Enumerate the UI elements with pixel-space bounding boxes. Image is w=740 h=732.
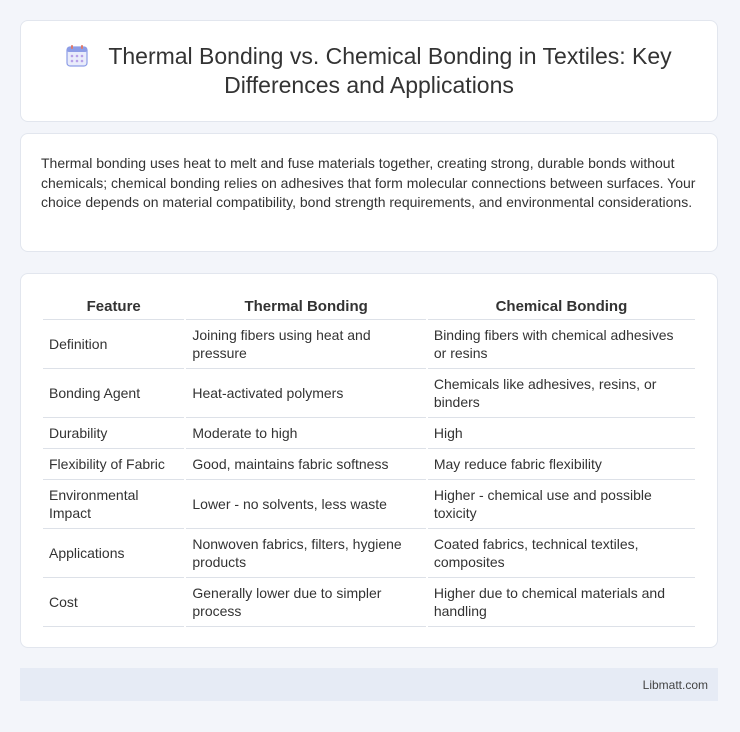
row-feature: Flexibility of Fabric (43, 449, 184, 480)
comparison-table-card (20, 273, 718, 648)
footer (20, 668, 718, 701)
header-thermal: Thermal Bonding (186, 294, 425, 320)
footer-brand[interactable]: Libmatt.com (642, 677, 708, 692)
table-row (43, 578, 695, 627)
table-row (43, 320, 695, 369)
row-thermal: Heat-activated polymers (186, 369, 425, 418)
table-row (43, 480, 695, 529)
table-row (43, 418, 695, 449)
header-chemical: Chemical Bonding (428, 294, 695, 320)
row-feature: Bonding Agent (43, 369, 184, 418)
row-thermal: Nonwoven fabrics, filters, hygiene products (186, 529, 425, 578)
summary-card (20, 133, 718, 252)
page-title-wrap (51, 42, 687, 100)
page-title: Thermal Bonding vs. Chemical Bonding in Textiles: Key Differences and Applications (108, 43, 672, 98)
row-feature: Applications (43, 529, 184, 578)
row-chemical: Binding fibers with chemical adhesives or resins (428, 320, 695, 369)
table-row (43, 449, 695, 480)
calendar-icon (66, 45, 88, 67)
summary-text: Thermal bonding uses heat to melt and fuse materials together, creating strong, durable bonds without chemicals; chemical bonding relies on adhesives that form molecular connections between surfaces. Your choice depends on material compatibility, bond strength requirements, and environmental considerations. (41, 155, 696, 210)
row-thermal: Lower - no solvents, less waste (186, 480, 425, 529)
row-feature: Durability (43, 418, 184, 449)
row-chemical: Higher due to chemical materials and handling (428, 578, 695, 627)
row-chemical: Coated fabrics, technical textiles, composites (428, 529, 695, 578)
table-row (43, 529, 695, 578)
row-feature: Cost (43, 578, 184, 627)
row-chemical: High (428, 418, 695, 449)
row-thermal: Generally lower due to simpler process (186, 578, 425, 627)
row-chemical: Chemicals like adhesives, resins, or binders (428, 369, 695, 418)
table-row (43, 369, 695, 418)
row-chemical: May reduce fabric flexibility (428, 449, 695, 480)
title-card (20, 20, 718, 122)
row-feature: Environmental Impact (43, 480, 184, 529)
header-feature: Feature (43, 294, 184, 320)
row-thermal: Good, maintains fabric softness (186, 449, 425, 480)
row-chemical: Higher - chemical use and possible toxicity (428, 480, 695, 529)
row-thermal: Joining fibers using heat and pressure (186, 320, 425, 369)
comparison-table (41, 294, 697, 627)
table-header-row (43, 294, 695, 320)
row-thermal: Moderate to high (186, 418, 425, 449)
row-feature: Definition (43, 320, 184, 369)
